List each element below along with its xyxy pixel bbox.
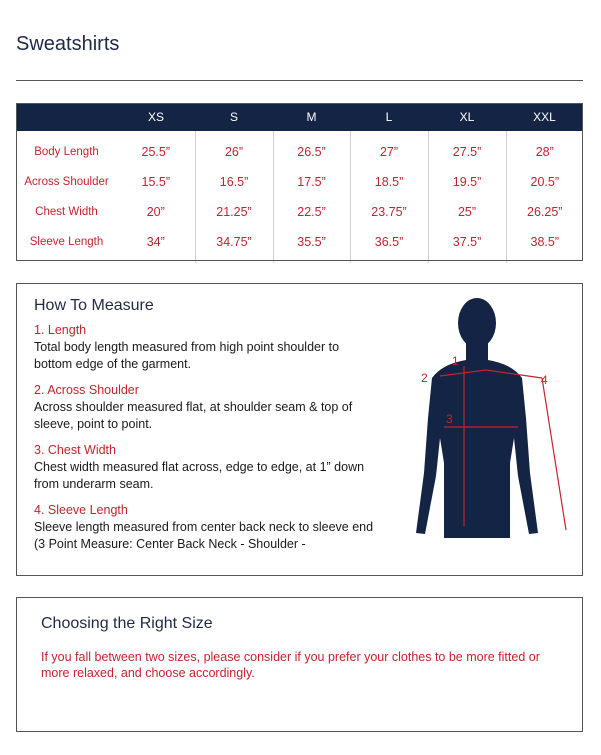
size-header-blank: [16, 103, 117, 131]
size-header: XS: [117, 103, 195, 131]
table-cell: 22.5”: [273, 197, 350, 227]
table-cell: 27”: [350, 131, 428, 167]
size-header: S: [195, 103, 273, 131]
how-to-measure-title: How To Measure: [34, 297, 154, 314]
table-row: [16, 167, 583, 197]
table-cell: 34”: [117, 227, 195, 263]
row-label: Chest Width: [35, 206, 98, 218]
figure-marker: 4: [541, 373, 548, 387]
table-cell: 35.5”: [273, 227, 350, 263]
measure-item-across-shoulder: [34, 382, 379, 433]
measure-item-chest-width: [34, 442, 379, 493]
table-cell: 26”: [195, 131, 273, 167]
title-divider: [16, 80, 583, 81]
size-header: XXL: [506, 103, 583, 131]
size-chart-table: [16, 103, 583, 263]
figure-marker: 2: [421, 371, 428, 385]
table-cell: 26.25”: [527, 205, 563, 219]
measure-instructions: [34, 322, 379, 562]
measure-description: Across shoulder measured flat, at shoulder seam & top of sleeve, point to point.: [34, 400, 353, 431]
row-label: Sleeve Length: [29, 236, 104, 248]
row-label: Body Length: [34, 146, 99, 158]
choosing-size-title: Choosing the Right Size: [41, 615, 213, 632]
measure-heading: 3. Chest Width: [34, 443, 116, 457]
figure-marker: 3: [446, 412, 453, 426]
measure-heading: 1. Length: [34, 323, 87, 337]
table-row: [16, 131, 583, 167]
body-silhouette-figure: [402, 298, 577, 570]
table-cell: 38.5”: [530, 235, 559, 249]
measure-heading: 4. Sleeve Length: [34, 503, 128, 517]
table-cell: 16.5”: [195, 167, 273, 197]
size-header-row: [16, 103, 583, 131]
size-header: M: [273, 103, 350, 131]
figure-marker: 1: [452, 354, 459, 368]
measure-description: Chest width measured flat across, edge to edge, at 1” down from underarm seam.: [34, 460, 365, 491]
table-cell: 27.5”: [428, 131, 506, 167]
how-to-measure-panel: [16, 283, 583, 576]
table-cell: 25.5”: [117, 131, 195, 167]
table-cell: 17.5”: [273, 167, 350, 197]
choosing-size-panel: [16, 597, 583, 732]
table-cell: 28”: [535, 145, 554, 159]
table-cell: 15.5”: [117, 167, 195, 197]
table-cell: 25”: [428, 197, 506, 227]
table-row: [16, 227, 583, 263]
table-cell: 37.5”: [428, 227, 506, 263]
measure-description: Total body length measured from high point shoulder to bottom edge of the garment.: [34, 340, 340, 371]
choosing-size-text: If you fall between two sizes, please consider if you prefer your clothes to be more fitted or more relaxed, and choose accordingly.: [41, 650, 540, 680]
table-cell: 19.5”: [428, 167, 506, 197]
size-header: XL: [428, 103, 506, 131]
size-header: L: [350, 103, 428, 131]
measure-item-sleeve-length: [34, 502, 379, 553]
table-cell: 20.5”: [530, 175, 559, 189]
table-cell: 34.75”: [195, 227, 273, 263]
table-cell: 18.5”: [350, 167, 428, 197]
row-label: Across Shoulder: [24, 176, 109, 188]
measure-description: Sleeve length measured from center back neck to sleeve end (3 Point Measure: Center Back Neck - Shoulder -: [34, 520, 374, 551]
measure-item-length: [34, 322, 379, 373]
table-cell: 26.5”: [273, 131, 350, 167]
table-cell: 36.5”: [350, 227, 428, 263]
silhouette: [416, 298, 538, 538]
table-cell: 21.25”: [195, 197, 273, 227]
table-cell: 20”: [117, 197, 195, 227]
page-title: Sweatshirts: [16, 33, 120, 55]
table-cell: 23.75”: [350, 197, 428, 227]
measure-heading: 2. Across Shoulder: [34, 383, 139, 397]
table-row: [16, 197, 583, 227]
